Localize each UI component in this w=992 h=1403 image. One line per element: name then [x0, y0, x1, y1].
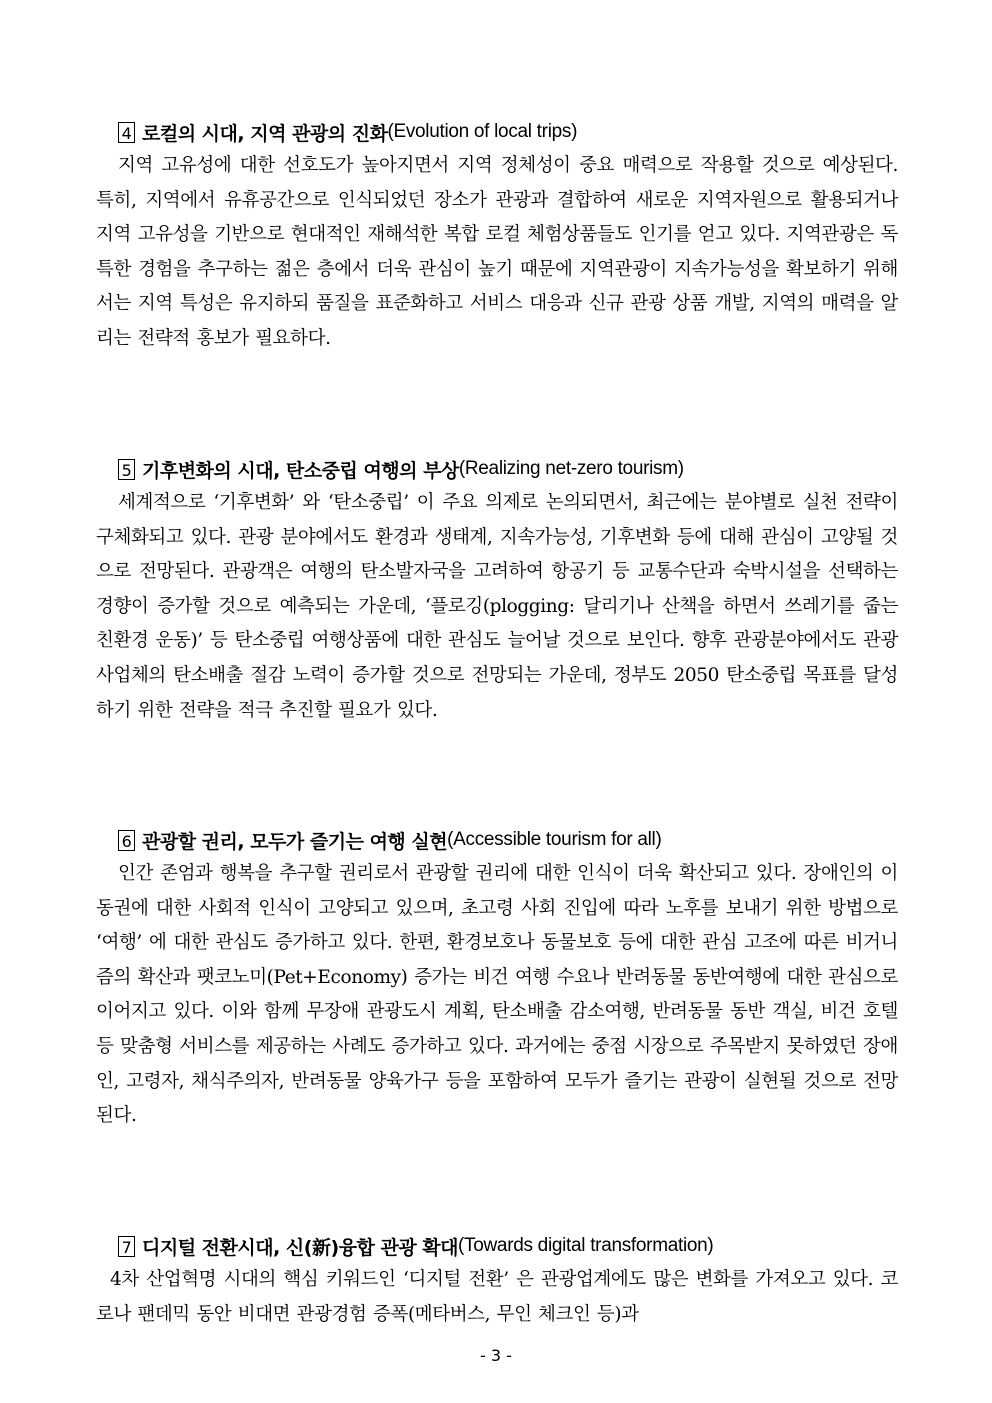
section-title-ko: 기후변화의 시대, 탄소중립 여행의 부상: [142, 459, 459, 482]
section-body: 인간 존엄과 행복을 추구할 권리로서 관광할 권리에 대한 인식이 더욱 확산되고 있다. 장애인의 이동권에 대한 사회적 인식이 고양되고 있으며, 초고령 사회 진입에 따라 노후를 보내기 위한 방법으로 ‘여행’ 에 대한 관심도 증가하고 있다. 한편, 환경보호나 동물보호 등에 대한 관심 고조에 따른 비거니즘의 확산과 팻코노미(Pet+Economy) 증가는 비건 여행 수요나 반려동물 동반여행에 대한 관심으로 이어지고 있다. 이와 함께 무장애 관광도시 계획, 탄소배출 감소여행, 반려동물 동반 객실, 비건 호텔 등 맞춤형 서비스를 제공하는 사례도 증가하고 있다. 과거에는 중점 시장으로 주목받지 못하였던 장애인, 고령자, 채식주의자, 반려동물 양육가구 등을 포함하여 모두가 즐기는 관광이 실현될 것으로 전망된다.: [96, 863, 898, 1127]
section-title-ko: 디지털 전환시대, 신(新)융합 관광 확대: [142, 1236, 459, 1259]
section-number-box: 6: [118, 830, 135, 851]
section-title-en: (Accessible tourism for all): [447, 829, 662, 850]
page-number: - 3 -: [480, 1346, 512, 1365]
section-title-ko: 로컬의 시대, 지역 관광의 진화: [142, 122, 388, 145]
section-body: 지역 고유성에 대한 선호도가 높아지면서 지역 정체성이 중요 매력으로 작용할 것으로 예상된다. 특히, 지역에서 유휴공간으로 인식되었던 장소가 관광과 결합하여 새로운 지역자원으로 활용되거나 지역 고유성을 기반으로 현대적인 재해석한 복합 로컬 체험상품들도 인기를 얻고 있다. 지역관광은 독특한 경험을 추구하는 젊은 층에서 더욱 관심이 높기 때문에 지역관광이 지속가능성을 확보하기 위해서는 지역 특성은 유지하되 품질을 표준화하고 서비스 대응과 신규 관광 상품 개발, 지역의 매력을 알리는 전략적 홍보가 필요하다.: [96, 155, 898, 349]
section-title-ko: 관광할 권리, 모두가 즐기는 여행 실현: [142, 830, 448, 853]
section-heading: [96, 823, 898, 857]
section-6: [96, 823, 898, 1134]
section-heading: [96, 115, 898, 149]
section-4: [96, 115, 898, 357]
section-title-en: (Evolution of local trips): [387, 121, 578, 142]
section-number-box: 7: [118, 1236, 135, 1257]
section-7: [96, 1229, 898, 1332]
section-title-en: (Towards digital transformation): [458, 1235, 714, 1256]
section-number-box: 5: [118, 459, 135, 480]
section-heading: [96, 1229, 898, 1263]
section-title-en: (Realizing net-zero tourism): [458, 458, 684, 479]
section-body: 세계적으로 ‘기후변화’ 와 ‘탄소중립’ 이 주요 의제로 논의되면서, 최근에는 분야별로 실천 전략이 구체화되고 있다. 관광 분야에서도 환경과 생태계, 지속가능성, 기후변화 등에 대해 관심이 고양될 것으로 전망된다. 관광객은 여행의 탄소발자국을 고려하여 항공기 등 교통수단과 숙박시설을 선택하는 경향이 증가할 것으로 예측되는 가운데, ‘플로깅(plogging: 달리기나 산책을 하면서 쓰레기를 줍는 친환경 운동)’ 등 탄소중립 여행상품에 대한 관심도 늘어날 것으로 보인다. 향후 관광분야에서도 관광사업체의 탄소배출 절감 노력이 증가할 것으로 전망되는 가운데, 정부도 2050 탄소중립 목표를 달성하기 위한 전략을 적극 추진할 필요가 있다.: [96, 492, 898, 721]
section-heading: [96, 452, 898, 486]
section-number-box: 4: [118, 122, 135, 143]
section-5: [96, 452, 898, 728]
section-body: 4차 산업혁명 시대의 핵심 키워드인 ‘디지털 전환’ 은 관광업계에도 많은 변화를 가져오고 있다. 코로나 팬데믹 동안 비대면 관광경험 증폭(메타버스, 무인 체크인 등)과: [96, 1269, 898, 1325]
